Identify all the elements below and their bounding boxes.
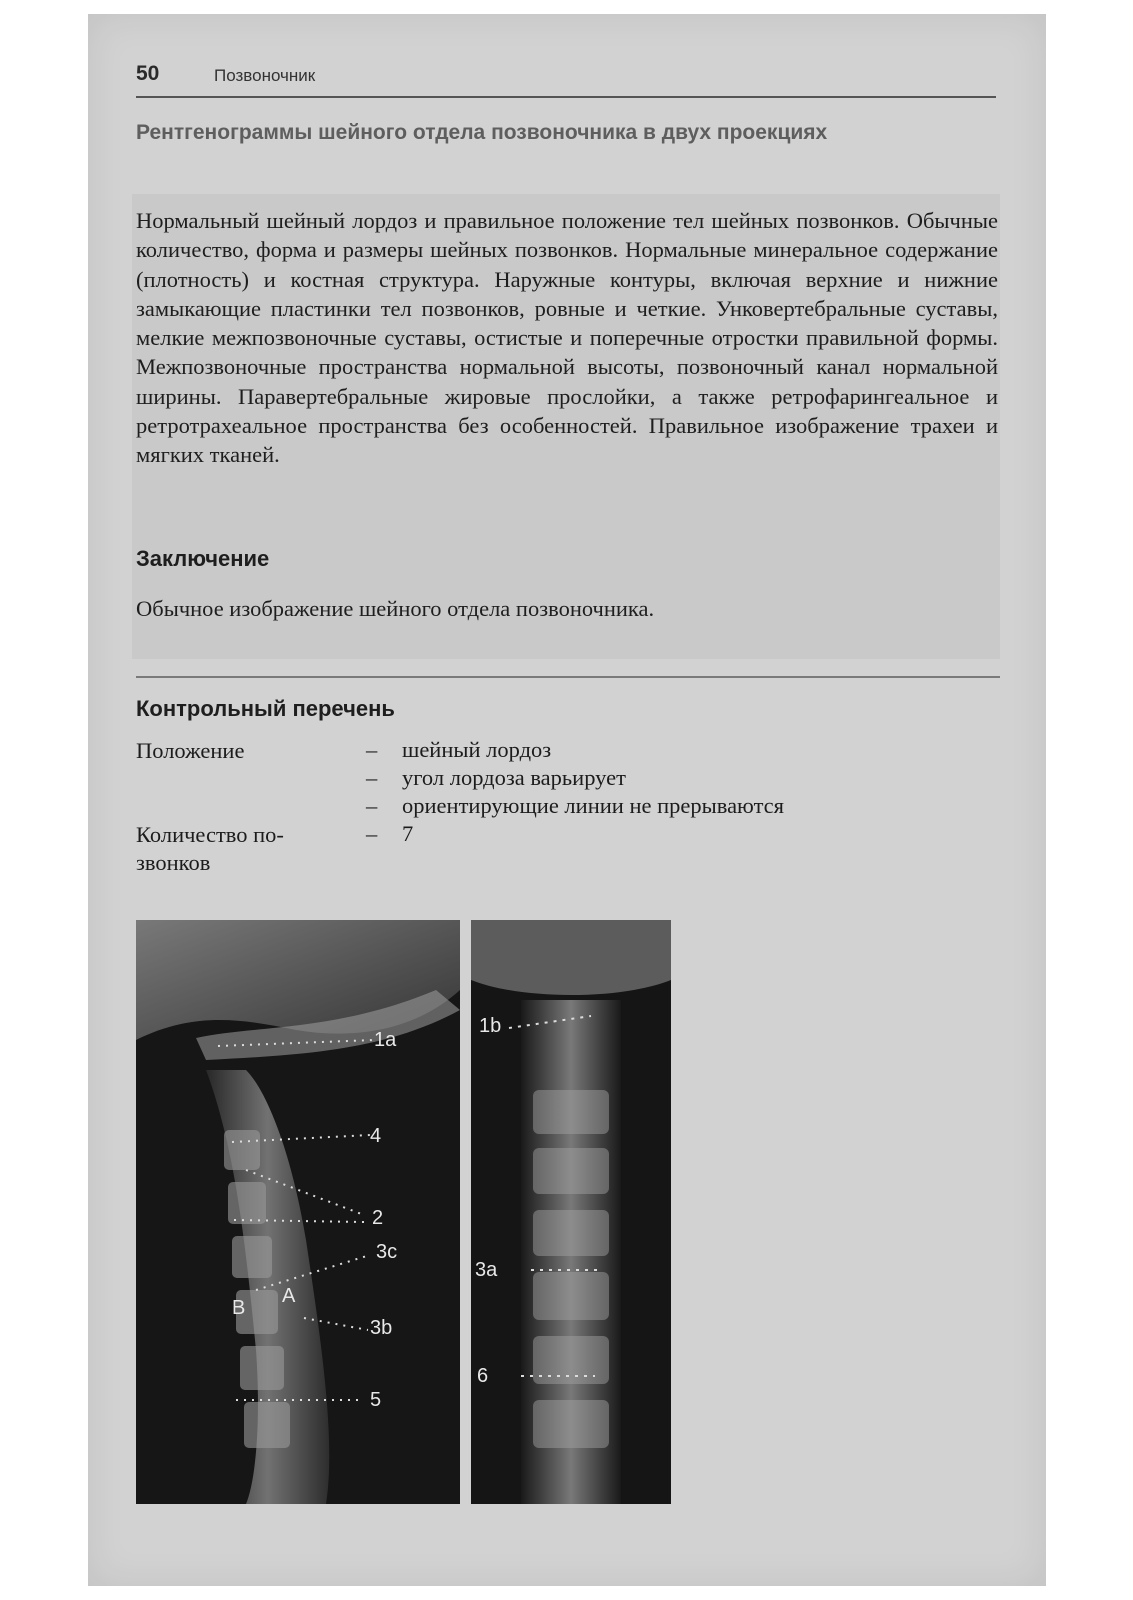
page-number: 50	[136, 62, 160, 85]
checklist-label-position: Положение	[136, 738, 245, 763]
checklist-item: шейный лордоз	[402, 737, 552, 762]
checklist-label-count-line1: Количество по-	[136, 822, 284, 847]
section-title: Рентгенограммы шейного отдела позвоночника в двух проекциях	[136, 121, 828, 144]
running-head	[136, 58, 996, 98]
ap-xray-image	[471, 920, 671, 1504]
checklist-dash: –	[366, 765, 378, 790]
checklist-dash: –	[366, 793, 378, 818]
label-6: 6	[477, 1365, 489, 1387]
checklist-label-count-line2: звонков	[136, 850, 211, 875]
checklist-heading: Контрольный перечень	[136, 696, 395, 721]
checklist-dash: –	[366, 737, 378, 762]
conclusion-heading: Заключение	[136, 546, 270, 571]
label-1a: 1a	[374, 1029, 397, 1051]
checklist-item: 7	[402, 821, 414, 846]
label-3a: 3a	[475, 1259, 498, 1281]
label-B: B	[232, 1297, 246, 1319]
report-body-text: Нормальный шейный лордоз и правильное положение тел шейных позвонков. Обычные количество, форма и размеры шейных позвонков. Нормальные минеральное содержание (плотность) и костная структура. Наружные контуры, включая верхние и нижние замыкающие пластинки тел позвонков, ровные и четкие. Унковертебральные суставы, мелкие межпозвоночные суставы, остистые и поперечные отростки правильной формы. Межпозвоночные пространства нормальной высоты, позвоночный канал нормальной ширины. Паравертебральные жировые прослойки, а также ретрофарингеальное и ретротрахеальное пространства без особенностей. Правильное изображение трахеи и мягких тканей.	[136, 208, 998, 468]
book-page	[88, 14, 1046, 1586]
checklist-dash: –	[366, 821, 378, 846]
label-2: 2	[372, 1207, 384, 1229]
label-3b: 3b	[370, 1317, 393, 1339]
label-1b: 1b	[479, 1015, 502, 1037]
running-title: Позвоночник	[214, 66, 316, 85]
ap-xray-svg	[471, 920, 671, 1504]
label-A: A	[282, 1285, 296, 1307]
section-divider	[136, 676, 1000, 678]
label-5: 5	[370, 1389, 382, 1411]
checklist-item: ориентирующие линии не прерываются	[402, 793, 785, 818]
lateral-xray-svg	[136, 920, 460, 1504]
label-4: 4	[370, 1125, 382, 1147]
conclusion-text: Обычное изображение шейного отдела позвоночника.	[136, 596, 655, 621]
label-3c: 3c	[376, 1241, 398, 1263]
lateral-xray-image	[136, 920, 460, 1504]
checklist-item: угол лордоза варьирует	[402, 765, 626, 790]
